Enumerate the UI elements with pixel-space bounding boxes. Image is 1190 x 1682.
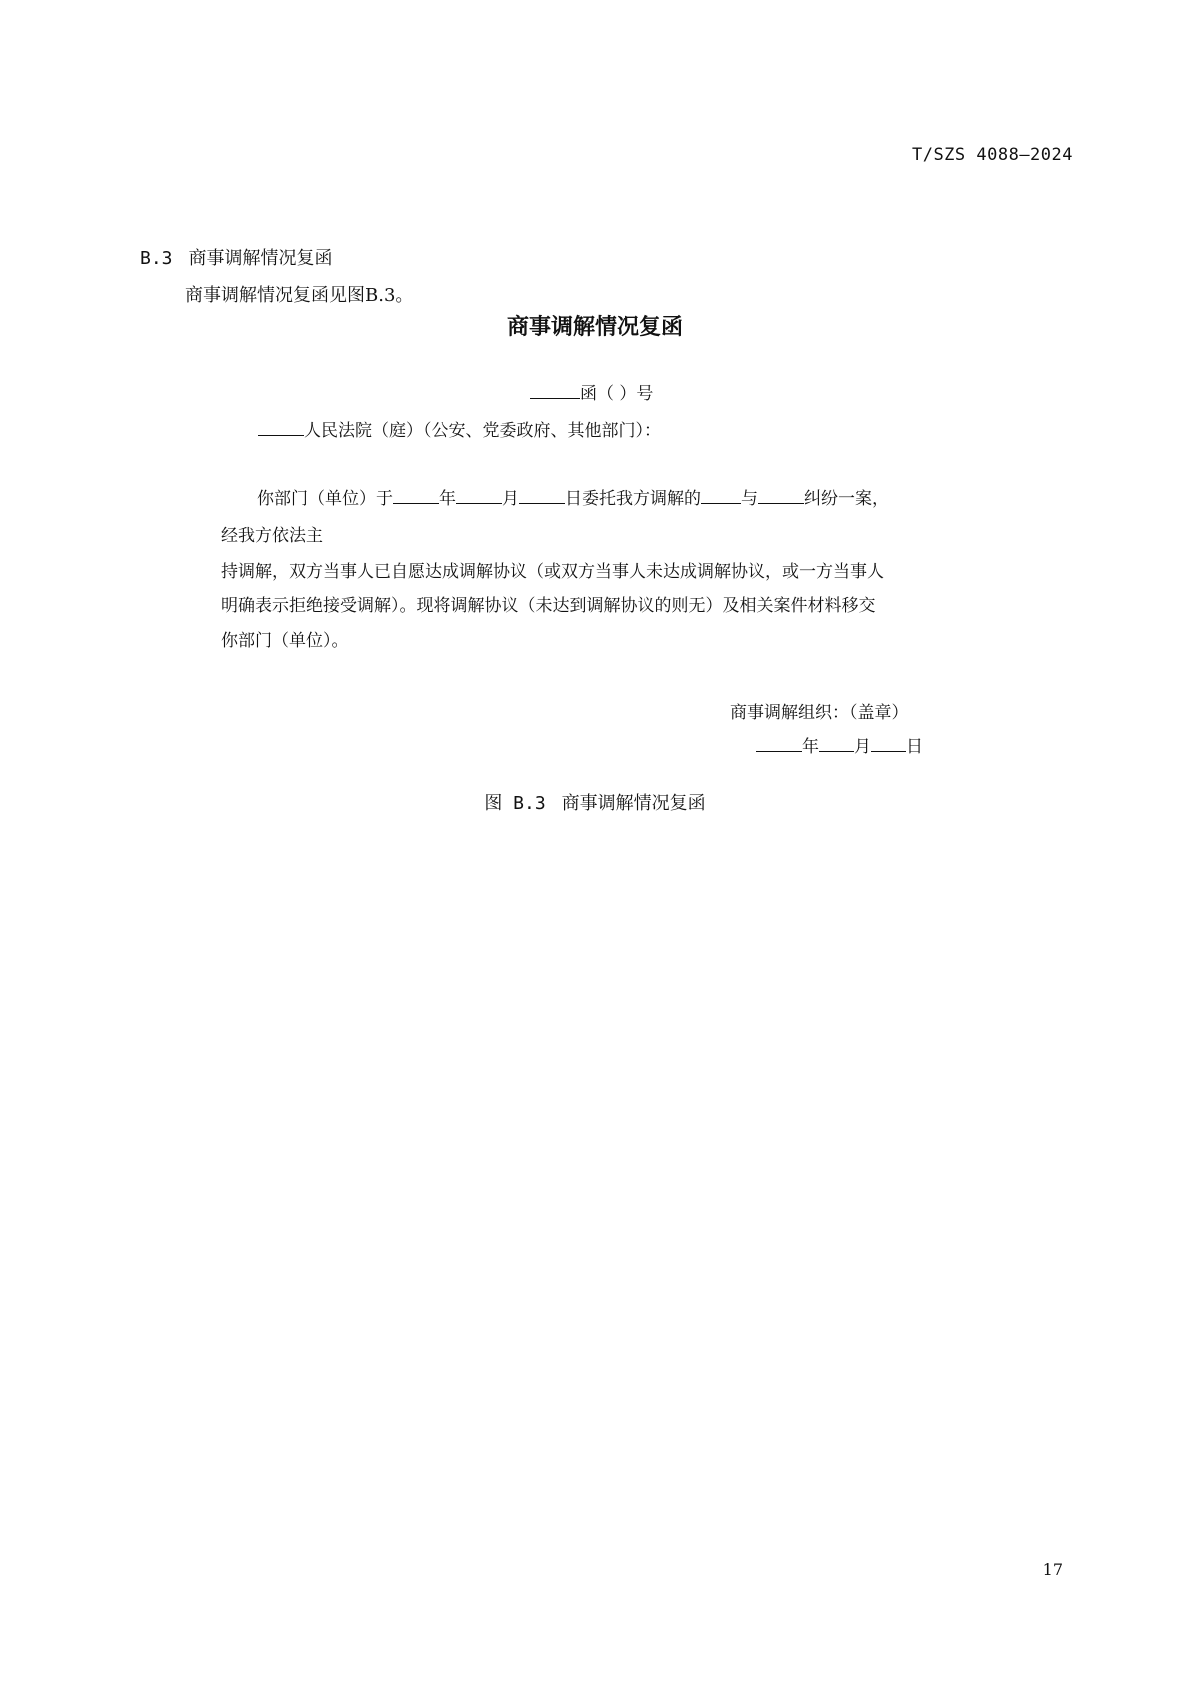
section-intro: 商事调解情况复函见图B.3。 — [185, 285, 414, 306]
blank-line — [758, 487, 804, 504]
blank-line — [519, 487, 565, 504]
date-year-label: 年 — [802, 737, 819, 757]
body-text: 纠纷一案， — [804, 489, 889, 509]
date-day-label: 日 — [906, 737, 923, 757]
blank-line — [258, 419, 304, 436]
letter-date — [756, 732, 923, 757]
blank-line — [456, 487, 502, 504]
letter-signature: 商事调解组织：（盖章） — [730, 703, 909, 723]
blank-line — [819, 735, 854, 752]
letter-body-line-2: 经我方依法主 — [221, 526, 323, 546]
blank-line — [530, 382, 580, 399]
date-month-label: 月 — [854, 737, 871, 757]
letter-body-line-3: 持调解，双方当事人已自愿达成调解协议（或双方当事人未达成调解协议，或一方当事人 — [221, 562, 884, 582]
blank-line — [871, 735, 906, 752]
body-text: 月 — [502, 489, 519, 509]
letter-body-line-4: 明确表示拒绝接受调解）。现将调解协议（未达到调解协议的则无）及相关案件材料移交 — [221, 596, 876, 616]
page-number: 17 — [1042, 1560, 1063, 1579]
blank-line — [756, 735, 802, 752]
blank-line — [701, 487, 741, 504]
addressee-text: 人民法院（庭）（公安、党委政府、其他部门）： — [304, 421, 661, 441]
section-heading — [140, 244, 333, 270]
figure-title: 商事调解情况复函 — [561, 793, 706, 814]
body-text: 年 — [439, 489, 456, 509]
section-number: B.3 — [140, 248, 173, 269]
section-title: 商事调解情况复函 — [188, 248, 333, 269]
letter-ref-suffix: 函（ ）号 — [580, 384, 654, 404]
body-text: 你部门（单位）于 — [257, 489, 393, 509]
blank-line — [393, 487, 439, 504]
standard-number: T/SZS 4088—2024 — [911, 145, 1073, 165]
letter-body-line-5: 你部门（单位）。 — [221, 631, 349, 651]
figure-number: 图 B.3 — [484, 793, 546, 814]
letter-title: 商事调解情况复函 — [506, 315, 683, 340]
letter-body-line-1 — [257, 484, 889, 509]
letter-reference-line — [530, 379, 653, 404]
body-text: 与 — [741, 489, 758, 509]
figure-caption — [0, 789, 1190, 815]
letter-addressee — [258, 416, 661, 441]
body-text: 日委托我方调解的 — [565, 489, 701, 509]
